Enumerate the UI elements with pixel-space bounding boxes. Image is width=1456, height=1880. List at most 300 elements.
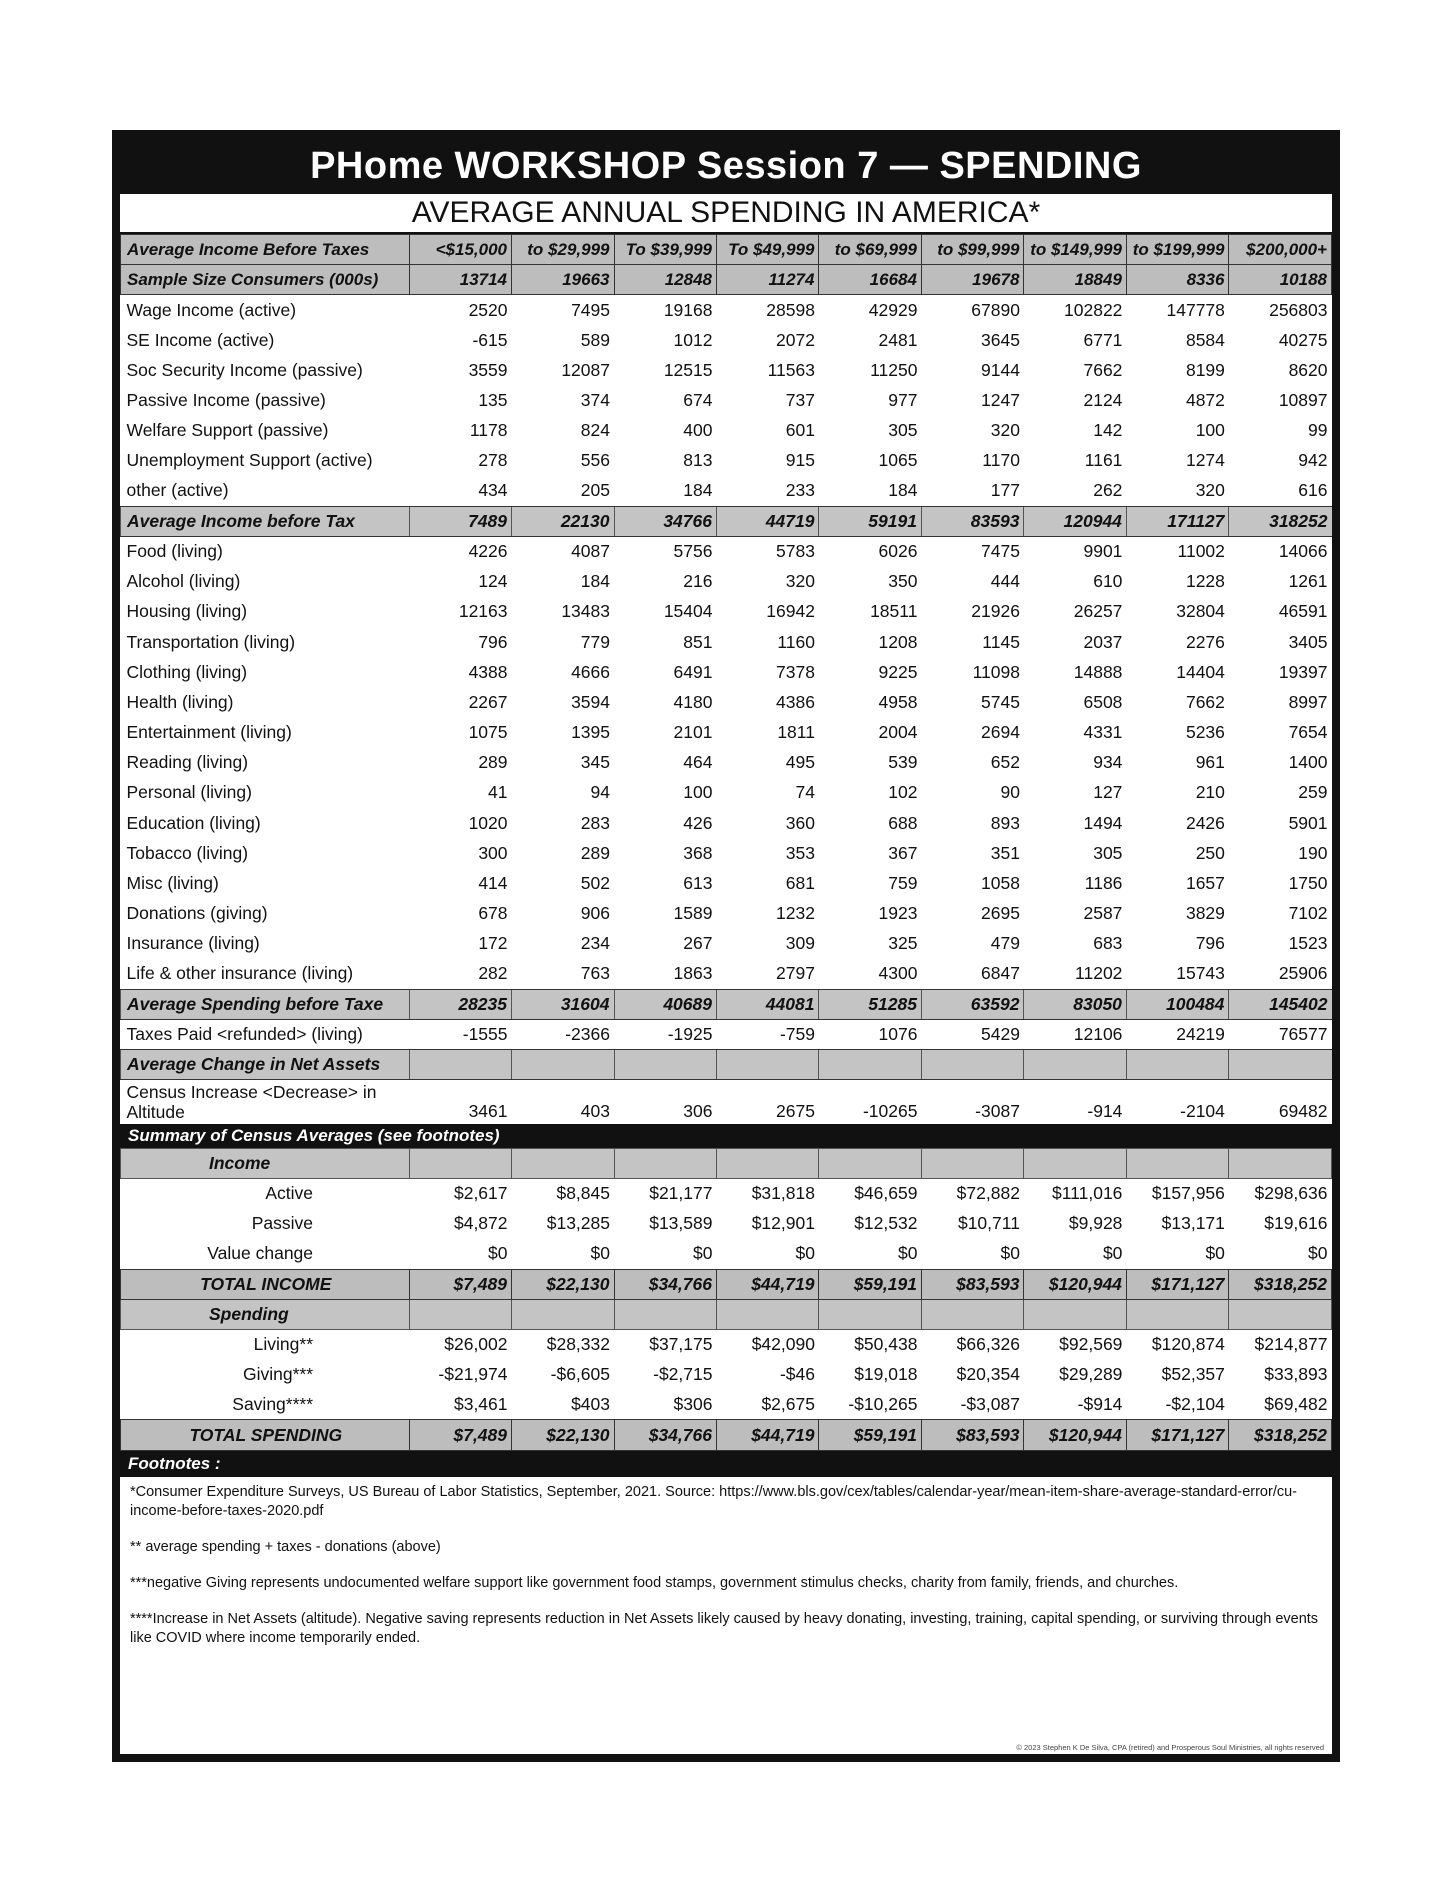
cell-value: 12163: [458, 601, 508, 622]
cell-value: 11274: [716, 265, 818, 295]
row-label: Entertainment (living): [126, 722, 292, 743]
cell-value: 4087: [571, 541, 610, 562]
cell-value: 464: [683, 752, 713, 773]
cell-value: 1811: [777, 722, 815, 743]
cell-value: $111,016: [1052, 1183, 1123, 1204]
row-label: Tobacco (living): [126, 842, 249, 863]
cell-value: -$21,974: [438, 1364, 508, 1385]
cell-value: -$2,104: [1165, 1394, 1225, 1415]
cell-value: 2695: [981, 903, 1020, 924]
row-label: Taxes Paid <refunded> (living): [126, 1023, 363, 1044]
cell-value: [1126, 1299, 1228, 1329]
cell-value: 3405: [1288, 631, 1328, 652]
cell-value: 6847: [981, 963, 1020, 984]
cell-value: $12,901: [751, 1213, 815, 1234]
cell-value: 16942: [766, 601, 815, 622]
cell-value: $26,002: [444, 1334, 508, 1355]
cell-value: -$10,265: [848, 1394, 918, 1415]
cell-value: -3087: [975, 1100, 1020, 1121]
cell-value: [1126, 1148, 1228, 1178]
row-label: Spending: [121, 1299, 410, 1329]
cell-value: 4388: [468, 661, 508, 682]
cell-value: 309: [785, 933, 815, 954]
cell-value: 2072: [776, 329, 815, 350]
cell-value: 12087: [561, 359, 610, 380]
cell-value: 21926: [971, 601, 1020, 622]
cell-value: -615: [472, 329, 508, 350]
cell-value: 250: [1195, 842, 1225, 863]
spending-row: [121, 567, 1332, 597]
column-header: $200,000+: [1229, 235, 1332, 265]
cell-value: 434: [478, 480, 508, 501]
cell-value: 601: [785, 420, 815, 441]
cell-value: 171127: [1126, 506, 1228, 536]
cell-value: 289: [580, 842, 610, 863]
cell-value: 320: [785, 571, 815, 592]
cell-value: 4300: [878, 963, 918, 984]
cell-value: 8199: [1185, 359, 1225, 380]
cell-value: 42929: [868, 299, 918, 320]
average-spending-row: [121, 989, 1332, 1019]
cell-value: 502: [580, 873, 610, 894]
cell-value: -914: [1087, 1100, 1123, 1121]
cell-value: 414: [478, 873, 508, 894]
cell-value: -10265: [862, 1100, 918, 1121]
cell-value: 44719: [716, 506, 818, 536]
cell-value: $66,326: [956, 1334, 1020, 1355]
cell-value: $2,675: [761, 1394, 815, 1415]
footnote-4: ****Increase in Net Assets (altitude). Negative saving represents reduction in Net Assets likely caused by heavy donating, investing, training, capital spending, or surviving through events like COVID where income temporarily ended.: [130, 1610, 1319, 1646]
cell-value: 495: [785, 752, 815, 773]
cell-value: [819, 1050, 921, 1080]
cell-value: $13,285: [546, 1213, 610, 1234]
spending-row: [121, 778, 1332, 808]
cell-value: 2675: [776, 1100, 815, 1121]
cell-value: -$46: [779, 1364, 815, 1385]
income-row: [121, 295, 1332, 325]
cell-value: 14888: [1073, 661, 1123, 682]
cell-value: 613: [683, 873, 713, 894]
cell-value: $69,482: [1264, 1394, 1328, 1415]
cell-value: 256803: [1269, 299, 1328, 320]
cell-value: 652: [990, 752, 1020, 773]
cell-value: 14404: [1176, 661, 1225, 682]
cell-value: 1145: [982, 631, 1020, 652]
cell-value: 1186: [1084, 873, 1123, 894]
cell-value: $21,177: [649, 1183, 713, 1204]
cell-value: 779: [580, 631, 610, 652]
summary-spending-row: [121, 1390, 1332, 1420]
cell-value: 289: [478, 752, 508, 773]
cell-value: 7495: [571, 299, 610, 320]
cell-value: 102: [888, 782, 918, 803]
income-row: [121, 476, 1332, 506]
cell-value: 678: [478, 903, 508, 924]
cell-value: $0: [1102, 1243, 1123, 1264]
row-label: Wage Income (active): [126, 299, 297, 320]
cell-value: $9,928: [1068, 1213, 1123, 1234]
spending-row: [121, 536, 1332, 566]
cell-value: $4,872: [453, 1213, 508, 1234]
column-header: To $49,999: [716, 235, 818, 265]
cell-value: 10897: [1278, 390, 1328, 411]
cell-value: 31604: [512, 989, 614, 1019]
cell-value: 5756: [673, 541, 713, 562]
cell-value: 610: [1093, 571, 1123, 592]
total-spending-row: [121, 1420, 1332, 1450]
cell-value: $7,489: [409, 1269, 511, 1299]
cell-value: [819, 1299, 921, 1329]
column-header: <$15,000: [409, 235, 511, 265]
footnotes-band: Footnotes :: [120, 1451, 1332, 1477]
income-subheader-row: [121, 1148, 1332, 1178]
cell-value: 1923: [878, 903, 918, 924]
cell-value: 2694: [981, 722, 1020, 743]
cell-value: 40275: [1278, 329, 1328, 350]
column-header: To $39,999: [614, 235, 716, 265]
cell-value: [409, 1148, 511, 1178]
row-label: Soc Security Income (passive): [126, 359, 363, 380]
cell-value: 8997: [1288, 691, 1328, 712]
cell-value: [1229, 1299, 1332, 1329]
cell-value: $0: [693, 1243, 713, 1264]
row-label: Food (living): [126, 541, 223, 562]
cell-value: -$914: [1077, 1394, 1123, 1415]
cell-value: 2124: [1083, 390, 1123, 411]
cell-value: 135: [478, 390, 508, 411]
row-label: Education (living): [126, 812, 261, 833]
row-label: Clothing (living): [126, 661, 248, 682]
cell-value: 1523: [1288, 933, 1328, 954]
cell-value: 100: [683, 782, 713, 803]
cell-value: $92,569: [1059, 1334, 1123, 1355]
cell-value: 400: [683, 420, 713, 441]
cell-value: 11250: [870, 359, 918, 380]
cell-value: 796: [478, 631, 508, 652]
row-label: Income: [121, 1148, 410, 1178]
cell-value: 3645: [981, 329, 1020, 350]
cell-value: 100484: [1126, 989, 1228, 1019]
cell-value: 426: [683, 812, 713, 833]
cell-value: 15404: [663, 601, 713, 622]
income-row: [121, 325, 1332, 355]
cell-value: 2797: [776, 963, 815, 984]
cell-value: $7,489: [409, 1420, 511, 1450]
cell-value: -$6,605: [550, 1364, 610, 1385]
cell-value: [1024, 1050, 1126, 1080]
cell-value: $157,956: [1151, 1183, 1225, 1204]
cell-value: 83593: [921, 506, 1023, 536]
cell-value: 13714: [409, 265, 511, 295]
cell-value: 25906: [1278, 963, 1328, 984]
summary-income-row: [121, 1178, 1332, 1208]
cell-value: 1395: [571, 722, 610, 743]
cell-value: 32804: [1176, 601, 1225, 622]
cell-value: 120944: [1024, 506, 1126, 536]
cell-value: 51285: [819, 989, 921, 1019]
cell-value: 353: [785, 842, 815, 863]
cell-value: 977: [888, 390, 918, 411]
cell-value: 12106: [1073, 1023, 1123, 1044]
cell-value: 759: [888, 873, 918, 894]
total-income-row: [121, 1269, 1332, 1299]
row-label: Passive Income (passive): [126, 390, 326, 411]
cell-value: $12,532: [854, 1213, 918, 1234]
cell-value: 1161: [1084, 450, 1123, 471]
row-label: Giving***: [242, 1364, 314, 1385]
cell-value: 7654: [1288, 722, 1328, 743]
cell-value: -759: [779, 1023, 815, 1044]
cell-value: 1494: [1083, 812, 1123, 833]
cell-value: [512, 1148, 614, 1178]
cell-value: 1657: [1185, 873, 1225, 894]
cell-value: 3829: [1185, 903, 1225, 924]
cell-value: $13,171: [1161, 1213, 1225, 1234]
cell-value: 4958: [878, 691, 918, 712]
cell-value: -$3,087: [960, 1394, 1020, 1415]
row-label: Insurance (living): [126, 933, 260, 954]
summary-band: Summary of Census Averages (see footnotes): [120, 1124, 1332, 1148]
cell-value: 34766: [614, 506, 716, 536]
cell-value: 127: [1093, 782, 1123, 803]
cell-value: 1208: [878, 631, 918, 652]
row-label: TOTAL SPENDING: [121, 1420, 410, 1450]
cell-value: 13483: [561, 601, 610, 622]
cell-value: 233: [785, 480, 815, 501]
cell-value: 259: [1298, 782, 1328, 803]
cell-value: $59,191: [819, 1420, 921, 1450]
spending-row: [121, 808, 1332, 838]
cell-value: 99: [1308, 420, 1328, 441]
spending-table: [120, 234, 1332, 1124]
cell-value: [1024, 1299, 1126, 1329]
cell-value: 5745: [981, 691, 1020, 712]
cell-value: 556: [580, 450, 610, 471]
footnote-2: ** average spending + taxes - donations (above): [130, 1538, 441, 1555]
cell-value: $318,252: [1229, 1420, 1332, 1450]
cell-value: $171,127: [1126, 1269, 1228, 1299]
cell-value: 5236: [1185, 722, 1225, 743]
cell-value: 893: [990, 812, 1020, 833]
cell-value: 24219: [1176, 1023, 1225, 1044]
row-label: TOTAL INCOME: [121, 1269, 410, 1299]
cell-value: 8620: [1288, 359, 1328, 380]
cell-value: 934: [1093, 752, 1123, 773]
income-row: [121, 385, 1332, 415]
cell-value: 345: [580, 752, 610, 773]
cell-value: 1863: [673, 963, 713, 984]
cell-value: $0: [1205, 1243, 1225, 1264]
cell-value: [512, 1050, 614, 1080]
cell-value: 6771: [1083, 329, 1123, 350]
cell-value: 444: [990, 571, 1020, 592]
cell-value: 2276: [1185, 631, 1225, 652]
cell-value: 19397: [1278, 661, 1328, 682]
row-label: Welfare Support (passive): [126, 420, 329, 441]
cell-value: 1400: [1288, 752, 1328, 773]
spending-row: [121, 597, 1332, 627]
cell-value: 7378: [776, 661, 815, 682]
average-income-row: [121, 506, 1332, 536]
cell-value: 90: [1000, 782, 1020, 803]
spending-row: [121, 748, 1332, 778]
row-label: SE Income (active): [126, 329, 275, 350]
cell-value: 147778: [1166, 299, 1225, 320]
cell-value: $31,818: [751, 1183, 815, 1204]
spending-row: [121, 959, 1332, 989]
cell-value: $22,130: [512, 1420, 614, 1450]
cell-value: -1925: [667, 1023, 713, 1044]
cell-value: 4226: [468, 541, 508, 562]
cell-value: [1126, 1050, 1228, 1080]
cell-value: 824: [580, 420, 610, 441]
row-label: Average Change in Net Assets: [121, 1050, 410, 1080]
spending-row: [121, 657, 1332, 687]
cell-value: $42,090: [751, 1334, 815, 1355]
cell-value: 7662: [1083, 359, 1123, 380]
cell-value: 63592: [921, 989, 1023, 1019]
cell-value: 18849: [1024, 265, 1126, 295]
sample-size-row: [121, 265, 1332, 295]
cell-value: 2004: [878, 722, 918, 743]
cell-value: 796: [1195, 933, 1225, 954]
cell-value: $298,636: [1254, 1183, 1328, 1204]
cell-value: $19,018: [854, 1364, 918, 1385]
cell-value: 28598: [766, 299, 815, 320]
cell-value: 26257: [1073, 601, 1123, 622]
cell-value: $0: [488, 1243, 508, 1264]
cell-value: 7662: [1185, 691, 1225, 712]
summary-income-row: [121, 1239, 1332, 1269]
cell-value: $0: [897, 1243, 918, 1264]
cell-value: 1274: [1185, 450, 1225, 471]
net-assets-header-row: [121, 1050, 1332, 1080]
cell-value: 1075: [468, 722, 508, 743]
cell-value: 915: [785, 450, 815, 471]
cell-value: $20,354: [956, 1364, 1020, 1385]
cell-value: $10,711: [957, 1213, 1020, 1234]
page-title: PHome WORKSHOP Session 7 — SPENDING: [120, 138, 1332, 194]
cell-value: 589: [580, 329, 610, 350]
spending-row: [121, 627, 1332, 657]
income-row: [121, 355, 1332, 385]
copyright: © 2023 Stephen K De Silva, CPA (retired) and Prosperous Soul Ministries, all rights reserved: [1016, 1743, 1324, 1752]
cell-value: [716, 1148, 818, 1178]
cell-value: 7489: [409, 506, 511, 536]
page-subtitle: AVERAGE ANNUAL SPENDING IN AMERICA*: [120, 194, 1332, 234]
cell-value: 94: [590, 782, 610, 803]
cell-value: 350: [888, 571, 918, 592]
footnote-3: ***negative Giving represents undocumented welfare support like government food stamps, government stimulus checks, charity from family, friends, and churches.: [130, 1574, 1179, 1591]
column-header: to $199,999: [1126, 235, 1228, 265]
cell-value: 1012: [673, 329, 713, 350]
cell-value: 205: [580, 480, 610, 501]
row-label: Value change: [207, 1243, 314, 1264]
cell-value: 142: [1093, 420, 1123, 441]
cell-value: [819, 1148, 921, 1178]
cell-value: 616: [1298, 480, 1328, 501]
row-label: Active: [265, 1183, 314, 1204]
cell-value: 1170: [982, 450, 1020, 471]
header-label: Average Income Before Taxes: [121, 235, 410, 265]
cell-value: 2481: [878, 329, 918, 350]
cell-value: 22130: [512, 506, 614, 536]
cell-value: 190: [1298, 842, 1328, 863]
cell-value: $120,944: [1024, 1269, 1126, 1299]
cell-value: 8336: [1126, 265, 1228, 295]
cell-value: $29,289: [1059, 1364, 1123, 1385]
cell-value: 216: [683, 571, 713, 592]
cell-value: [1024, 1148, 1126, 1178]
worksheet: [112, 130, 1340, 1762]
cell-value: $403: [571, 1394, 610, 1415]
summary-spending-row: [121, 1329, 1332, 1359]
cell-value: 59191: [819, 506, 921, 536]
cell-value: $13,589: [649, 1213, 713, 1234]
cell-value: 1247: [981, 390, 1020, 411]
cell-value: 306: [683, 1100, 713, 1121]
cell-value: 1261: [1288, 571, 1328, 592]
cell-value: 3461: [468, 1100, 508, 1121]
cell-value: [921, 1299, 1023, 1329]
cell-value: 278: [478, 450, 508, 471]
cell-value: 4180: [673, 691, 713, 712]
census-row: [121, 1080, 1332, 1124]
cell-value: $83,593: [921, 1269, 1023, 1299]
cell-value: 1065: [878, 450, 918, 471]
cell-value: 9901: [1083, 541, 1123, 562]
column-header: to $69,999: [819, 235, 921, 265]
cell-value: $120,874: [1151, 1334, 1225, 1355]
cell-value: 41: [488, 782, 508, 803]
cell-value: $2,617: [453, 1183, 508, 1204]
cell-value: [921, 1050, 1023, 1080]
cell-value: $19,616: [1264, 1213, 1328, 1234]
cell-value: 1058: [981, 873, 1020, 894]
row-label: Average Income before Tax: [121, 506, 410, 536]
cell-value: $3,461: [453, 1394, 508, 1415]
cell-value: 1232: [776, 903, 815, 924]
header-row: [121, 235, 1332, 265]
cell-value: 4872: [1185, 390, 1225, 411]
row-label: Housing (living): [126, 601, 248, 622]
cell-value: 942: [1298, 450, 1328, 471]
row-label: Passive: [251, 1213, 314, 1234]
cell-value: 318252: [1229, 506, 1332, 536]
cell-value: [716, 1050, 818, 1080]
summary-spending-row: [121, 1360, 1332, 1390]
cell-value: 28235: [409, 989, 511, 1019]
cell-value: -2104: [1180, 1100, 1225, 1121]
spending-row: [121, 687, 1332, 717]
cell-value: 282: [478, 963, 508, 984]
cell-value: 9144: [981, 359, 1020, 380]
cell-value: 102822: [1064, 299, 1123, 320]
income-row: [121, 416, 1332, 446]
cell-value: $72,882: [956, 1183, 1020, 1204]
cell-value: 1750: [1288, 873, 1328, 894]
cell-value: $83,593: [921, 1420, 1023, 1450]
cell-value: 2101: [673, 722, 713, 743]
cell-value: 6491: [673, 661, 713, 682]
cell-value: $37,175: [649, 1334, 713, 1355]
cell-value: 14066: [1278, 541, 1328, 562]
cell-value: 1589: [673, 903, 713, 924]
footnotes: [120, 1477, 1332, 1648]
spending-row: [121, 718, 1332, 748]
cell-value: 539: [888, 752, 918, 773]
row-label: Life & other insurance (living): [126, 963, 354, 984]
